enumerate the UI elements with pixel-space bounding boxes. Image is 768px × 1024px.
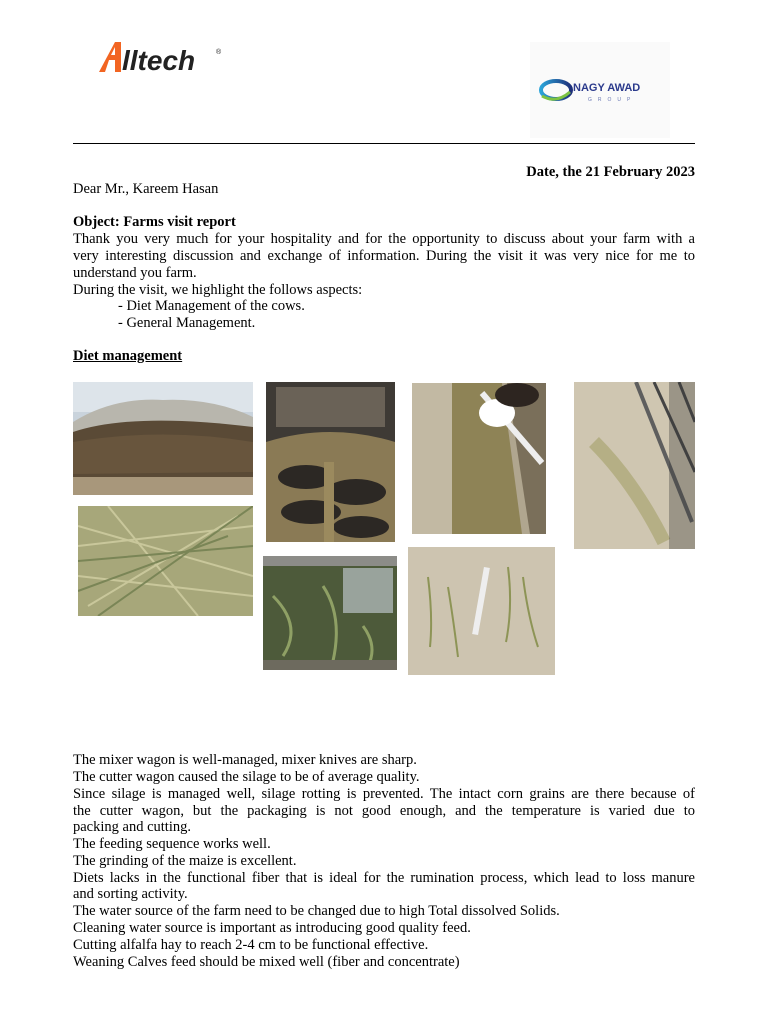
highlight-intro: During the visit, we highlight the follows aspects: bbox=[73, 282, 363, 298]
finding-item: The grinding of the maize is excellent. bbox=[73, 853, 297, 869]
photo-cow-feed-trough bbox=[412, 383, 546, 534]
finding-item: Weaning Calves feed should be mixed well (fiber and concentrate) bbox=[73, 954, 460, 970]
photo-feed-bunk bbox=[574, 382, 695, 549]
photo-particle-length bbox=[408, 547, 555, 675]
finding-item: The water source of the farm need to be changed due to high Total dissolved Solids. bbox=[73, 903, 560, 919]
finding-item: Cutting alfalfa hay to reach 2-4 cm to be functional effective. bbox=[73, 937, 429, 953]
finding-item: the cutter wagon, but the packaging is not good enough, and the temperature is varied due to bbox=[73, 803, 695, 819]
intro-line-3: understand you farm. bbox=[73, 265, 197, 281]
finding-item: The cutter wagon caused the silage to be of average quality. bbox=[73, 769, 420, 785]
intro-line-1: Thank you very much for your hospitality and for the opportunity to discuss about your farm with a bbox=[73, 231, 695, 247]
letter-object: Object: Farms visit report bbox=[73, 214, 236, 230]
finding-item: packing and cutting. bbox=[73, 819, 191, 835]
aspect-item: - Diet Management of the cows. bbox=[118, 298, 305, 314]
svg-text:®: ® bbox=[216, 49, 222, 56]
finding-item: Since silage is managed well, silage rotting is prevented. The intact corn grains are there because of bbox=[73, 786, 695, 802]
salutation: Dear Mr., Kareem Hasan bbox=[73, 181, 219, 197]
intro-line-2: very interesting discussion and exchange of information. During the visit it was very nice for me to bbox=[73, 248, 695, 264]
photo-water-trough bbox=[263, 556, 397, 670]
alltech-logo bbox=[97, 40, 227, 74]
aspect-item: - General Management. bbox=[118, 315, 256, 331]
photo-silage-pile bbox=[73, 382, 253, 495]
nagy-awad-logo bbox=[530, 42, 670, 138]
finding-item: and sorting activity. bbox=[73, 886, 188, 902]
finding-item: Diets lacks in the functional fiber that is ideal for the rumination process, which lead to loss manure bbox=[73, 870, 695, 886]
photo-mixer-wagon bbox=[266, 382, 395, 542]
letter-date: Date, the 21 February 2023 bbox=[526, 164, 695, 180]
nagy-logo-subtext: GROUP bbox=[588, 97, 637, 103]
finding-item: Cleaning water source is important as introducing good quality feed. bbox=[73, 920, 471, 936]
finding-item: The feeding sequence works well. bbox=[73, 836, 271, 852]
section-title: Diet management bbox=[73, 348, 183, 364]
header-divider bbox=[73, 143, 695, 144]
svg-text:lltech: lltech bbox=[122, 45, 196, 74]
nagy-logo-text: NAGY AWAD bbox=[573, 82, 641, 94]
photo-chopped-forage bbox=[78, 506, 253, 616]
finding-item: The mixer wagon is well-managed, mixer knives are sharp. bbox=[73, 752, 417, 768]
